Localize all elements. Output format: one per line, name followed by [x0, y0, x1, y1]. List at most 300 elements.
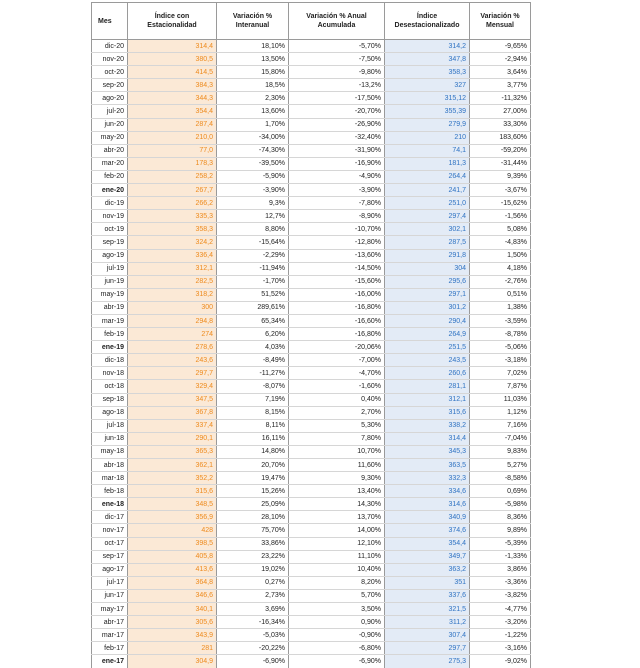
cell-mes: jul-17	[92, 576, 128, 589]
cell-desestacionalizado: 338,2	[385, 419, 470, 432]
cell-anual-acumulada: -6,90%	[289, 655, 385, 668]
cell-mes: mar-17	[92, 629, 128, 642]
table-row	[92, 157, 531, 170]
cell-estacionalidad: 428	[128, 524, 217, 537]
cell-mes: feb-20	[92, 170, 128, 183]
cell-estacionalidad: 287,4	[128, 118, 217, 131]
cell-desestacionalizado: 297,1	[385, 288, 470, 301]
cell-anual-acumulada: -32,40%	[289, 131, 385, 144]
cell-anual-acumulada: 7,80%	[289, 432, 385, 445]
cell-mes: ene-19	[92, 341, 128, 354]
cell-desestacionalizado: 314,6	[385, 498, 470, 511]
cell-desestacionalizado: 374,6	[385, 524, 470, 537]
cell-interanual: -74,30%	[217, 144, 289, 157]
cell-desestacionalizado: 355,39	[385, 105, 470, 118]
cell-desestacionalizado: 311,2	[385, 616, 470, 629]
cell-mes: nov-20	[92, 53, 128, 66]
table-row	[92, 184, 531, 197]
cell-interanual: -34,00%	[217, 131, 289, 144]
cell-mes: ene-20	[92, 184, 128, 197]
cell-estacionalidad: 282,5	[128, 275, 217, 288]
table-row	[92, 236, 531, 249]
table-row	[92, 79, 531, 92]
cell-estacionalidad: 337,4	[128, 419, 217, 432]
cell-mes: jun-18	[92, 432, 128, 445]
cell-mes: jun-20	[92, 118, 128, 131]
cell-desestacionalizado: 334,6	[385, 485, 470, 498]
cell-estacionalidad: 329,4	[128, 380, 217, 393]
cell-estacionalidad: 297,7	[128, 367, 217, 380]
cell-anual-acumulada: -7,50%	[289, 53, 385, 66]
cell-desestacionalizado: 340,9	[385, 511, 470, 524]
cell-estacionalidad: 324,2	[128, 236, 217, 249]
cell-mensual: 4,18%	[470, 262, 531, 275]
cell-estacionalidad: 290,1	[128, 432, 217, 445]
header-mensual: Variación % Mensual	[470, 3, 531, 40]
table-row	[92, 655, 531, 668]
cell-anual-acumulada: -15,60%	[289, 275, 385, 288]
cell-mensual: 5,08%	[470, 223, 531, 236]
cell-anual-acumulada: 11,10%	[289, 550, 385, 563]
cell-mensual: 1,38%	[470, 301, 531, 314]
cell-anual-acumulada: -12,80%	[289, 236, 385, 249]
header-estacionalidad: Índice con Estacionalidad	[128, 3, 217, 40]
cell-estacionalidad: 266,2	[128, 197, 217, 210]
cell-estacionalidad: 347,5	[128, 393, 217, 406]
cell-interanual: 15,80%	[217, 66, 289, 79]
cell-mes: ene-18	[92, 498, 128, 511]
cell-mes: jun-19	[92, 275, 128, 288]
cell-mes: nov-18	[92, 367, 128, 380]
cell-estacionalidad: 278,6	[128, 341, 217, 354]
cell-interanual: 2,30%	[217, 92, 289, 105]
cell-mes: feb-19	[92, 328, 128, 341]
cell-interanual: 289,61%	[217, 301, 289, 314]
table-row	[92, 419, 531, 432]
cell-desestacionalizado: 297,4	[385, 210, 470, 223]
header-desestacionalizado: Índice Desestacionalizado	[385, 3, 470, 40]
cell-anual-acumulada: -16,00%	[289, 288, 385, 301]
cell-anual-acumulada: -20,70%	[289, 105, 385, 118]
cell-anual-acumulada: 9,30%	[289, 472, 385, 485]
cell-mes: sep-19	[92, 236, 128, 249]
cell-mes: oct-18	[92, 380, 128, 393]
cell-desestacionalizado: 260,6	[385, 367, 470, 380]
cell-mes: ago-19	[92, 249, 128, 262]
cell-desestacionalizado: 354,4	[385, 537, 470, 550]
cell-mes: sep-17	[92, 550, 128, 563]
cell-mensual: 1,12%	[470, 406, 531, 419]
cell-desestacionalizado: 275,3	[385, 655, 470, 668]
cell-mensual: -5,06%	[470, 341, 531, 354]
cell-anual-acumulada: -16,80%	[289, 328, 385, 341]
cell-estacionalidad: 274	[128, 328, 217, 341]
cell-interanual: 8,80%	[217, 223, 289, 236]
cell-desestacionalizado: 210	[385, 131, 470, 144]
cell-estacionalidad: 258,2	[128, 170, 217, 183]
table-row	[92, 262, 531, 275]
cell-mes: ene-17	[92, 655, 128, 668]
cell-interanual: -11,94%	[217, 262, 289, 275]
cell-interanual: 18,5%	[217, 79, 289, 92]
table-row	[92, 576, 531, 589]
cell-mensual: -8,78%	[470, 328, 531, 341]
cell-anual-acumulada: -4,70%	[289, 367, 385, 380]
cell-interanual: -16,34%	[217, 616, 289, 629]
cell-mensual: -15,62%	[470, 197, 531, 210]
cell-estacionalidad: 281	[128, 642, 217, 655]
cell-estacionalidad: 178,3	[128, 157, 217, 170]
table-row	[92, 314, 531, 327]
cell-estacionalidad: 358,3	[128, 223, 217, 236]
cell-interanual: -15,64%	[217, 236, 289, 249]
cell-desestacionalizado: 287,5	[385, 236, 470, 249]
cell-interanual: 20,70%	[217, 459, 289, 472]
header-interanual: Variación % Interanual	[217, 3, 289, 40]
cell-mensual: -5,39%	[470, 537, 531, 550]
cell-desestacionalizado: 337,6	[385, 589, 470, 602]
cell-mensual: 0,69%	[470, 485, 531, 498]
cell-estacionalidad: 352,2	[128, 472, 217, 485]
table-row	[92, 223, 531, 236]
cell-estacionalidad: 336,4	[128, 249, 217, 262]
cell-desestacionalizado: 243,5	[385, 354, 470, 367]
table-row	[92, 393, 531, 406]
cell-desestacionalizado: 315,12	[385, 92, 470, 105]
cell-desestacionalizado: 291,8	[385, 249, 470, 262]
cell-mes: ago-20	[92, 92, 128, 105]
cell-desestacionalizado: 347,8	[385, 53, 470, 66]
table-row	[92, 197, 531, 210]
cell-interanual: 23,22%	[217, 550, 289, 563]
cell-mes: sep-20	[92, 79, 128, 92]
table-row	[92, 537, 531, 550]
cell-mensual: -4,83%	[470, 236, 531, 249]
cell-anual-acumulada: -31,90%	[289, 144, 385, 157]
cell-mensual: 27,00%	[470, 105, 531, 118]
table-row	[92, 40, 531, 53]
cell-anual-acumulada: -13,2%	[289, 79, 385, 92]
cell-mes: nov-19	[92, 210, 128, 223]
cell-estacionalidad: 380,5	[128, 53, 217, 66]
cell-mensual: -3,82%	[470, 589, 531, 602]
cell-anual-acumulada: 0,40%	[289, 393, 385, 406]
cell-anual-acumulada: -7,80%	[289, 197, 385, 210]
cell-interanual: 6,20%	[217, 328, 289, 341]
cell-mes: oct-17	[92, 537, 128, 550]
cell-desestacionalizado: 281,1	[385, 380, 470, 393]
cell-estacionalidad: 354,4	[128, 105, 217, 118]
cell-desestacionalizado: 241,7	[385, 184, 470, 197]
cell-anual-acumulada: 10,40%	[289, 563, 385, 576]
cell-estacionalidad: 243,6	[128, 354, 217, 367]
cell-estacionalidad: 344,3	[128, 92, 217, 105]
cell-interanual: 15,26%	[217, 485, 289, 498]
cell-mensual: -3,59%	[470, 314, 531, 327]
table-row	[92, 406, 531, 419]
cell-mensual: 3,64%	[470, 66, 531, 79]
cell-estacionalidad: 356,9	[128, 511, 217, 524]
cell-mensual: 9,89%	[470, 524, 531, 537]
cell-estacionalidad: 294,8	[128, 314, 217, 327]
cell-anual-acumulada: 8,20%	[289, 576, 385, 589]
table-row	[92, 249, 531, 262]
cell-interanual: 14,80%	[217, 445, 289, 458]
cell-estacionalidad: 348,5	[128, 498, 217, 511]
cell-mensual: -1,56%	[470, 210, 531, 223]
cell-estacionalidad: 362,1	[128, 459, 217, 472]
cell-estacionalidad: 318,2	[128, 288, 217, 301]
table-row	[92, 642, 531, 655]
cell-desestacionalizado: 312,1	[385, 393, 470, 406]
cell-estacionalidad: 305,6	[128, 616, 217, 629]
cell-estacionalidad: 210,0	[128, 131, 217, 144]
cell-mensual: -4,77%	[470, 603, 531, 616]
table-row	[92, 616, 531, 629]
cell-anual-acumulada: 5,70%	[289, 589, 385, 602]
cell-anual-acumulada: -3,90%	[289, 184, 385, 197]
cell-mes: nov-17	[92, 524, 128, 537]
cell-interanual: 13,60%	[217, 105, 289, 118]
cell-mes: ago-18	[92, 406, 128, 419]
table-row	[92, 92, 531, 105]
cell-desestacionalizado: 307,4	[385, 629, 470, 642]
header-row	[92, 3, 531, 40]
table-row	[92, 603, 531, 616]
table-row	[92, 445, 531, 458]
cell-interanual: -6,90%	[217, 655, 289, 668]
cell-mensual: -2,94%	[470, 53, 531, 66]
cell-interanual: -39,50%	[217, 157, 289, 170]
cell-mes: may-20	[92, 131, 128, 144]
cell-anual-acumulada: 14,00%	[289, 524, 385, 537]
cell-mes: abr-19	[92, 301, 128, 314]
cell-desestacionalizado: 345,3	[385, 445, 470, 458]
cell-estacionalidad: 414,5	[128, 66, 217, 79]
table-row	[92, 118, 531, 131]
cell-mensual: 11,03%	[470, 393, 531, 406]
cell-mensual: 3,86%	[470, 563, 531, 576]
cell-estacionalidad: 77,0	[128, 144, 217, 157]
cell-mensual: -5,98%	[470, 498, 531, 511]
cell-anual-acumulada: -6,80%	[289, 642, 385, 655]
cell-mensual: -3,36%	[470, 576, 531, 589]
cell-anual-acumulada: -16,60%	[289, 314, 385, 327]
cell-estacionalidad: 267,7	[128, 184, 217, 197]
cell-mes: may-19	[92, 288, 128, 301]
cell-desestacionalizado: 327	[385, 79, 470, 92]
cell-desestacionalizado: 314,2	[385, 40, 470, 53]
cell-interanual: 51,52%	[217, 288, 289, 301]
cell-desestacionalizado: 302,1	[385, 223, 470, 236]
cell-mensual: -3,20%	[470, 616, 531, 629]
cell-anual-acumulada: -7,00%	[289, 354, 385, 367]
cell-desestacionalizado: 251,5	[385, 341, 470, 354]
cell-mensual: -9,65%	[470, 40, 531, 53]
cell-mes: abr-17	[92, 616, 128, 629]
cell-anual-acumulada: -13,60%	[289, 249, 385, 262]
cell-desestacionalizado: 74,1	[385, 144, 470, 157]
cell-interanual: -5,90%	[217, 170, 289, 183]
cell-interanual: 3,69%	[217, 603, 289, 616]
cell-mensual: -1,33%	[470, 550, 531, 563]
table-row	[92, 210, 531, 223]
cell-mes: sep-18	[92, 393, 128, 406]
cell-desestacionalizado: 304	[385, 262, 470, 275]
cell-interanual: -2,29%	[217, 249, 289, 262]
cell-interanual: 18,10%	[217, 40, 289, 53]
cell-interanual: 65,34%	[217, 314, 289, 327]
table-row	[92, 550, 531, 563]
cell-interanual: 33,86%	[217, 537, 289, 550]
cell-interanual: -3,90%	[217, 184, 289, 197]
cell-interanual: 13,50%	[217, 53, 289, 66]
cell-interanual: -5,03%	[217, 629, 289, 642]
table-row	[92, 432, 531, 445]
cell-mes: mar-19	[92, 314, 128, 327]
cell-mensual: 7,02%	[470, 367, 531, 380]
cell-estacionalidad: 340,1	[128, 603, 217, 616]
cell-mes: dic-17	[92, 511, 128, 524]
cell-interanual: 25,09%	[217, 498, 289, 511]
cell-anual-acumulada: 3,50%	[289, 603, 385, 616]
cell-estacionalidad: 346,6	[128, 589, 217, 602]
cell-mes: jul-18	[92, 419, 128, 432]
table-row	[92, 144, 531, 157]
cell-mes: jun-17	[92, 589, 128, 602]
cell-desestacionalizado: 363,2	[385, 563, 470, 576]
cell-estacionalidad: 365,3	[128, 445, 217, 458]
cell-interanual: 28,10%	[217, 511, 289, 524]
data-table	[91, 2, 531, 668]
cell-mes: may-18	[92, 445, 128, 458]
cell-mes: oct-19	[92, 223, 128, 236]
table-row	[92, 589, 531, 602]
cell-mes: dic-18	[92, 354, 128, 367]
cell-estacionalidad: 398,5	[128, 537, 217, 550]
cell-anual-acumulada: -0,90%	[289, 629, 385, 642]
cell-anual-acumulada: 10,70%	[289, 445, 385, 458]
cell-mes: abr-18	[92, 459, 128, 472]
cell-anual-acumulada: 13,70%	[289, 511, 385, 524]
cell-interanual: -11,27%	[217, 367, 289, 380]
cell-mensual: -7,04%	[470, 432, 531, 445]
cell-mensual: 8,36%	[470, 511, 531, 524]
table-row	[92, 105, 531, 118]
table-row	[92, 53, 531, 66]
cell-anual-acumulada: -9,80%	[289, 66, 385, 79]
cell-anual-acumulada: 12,10%	[289, 537, 385, 550]
table-row	[92, 380, 531, 393]
cell-desestacionalizado: 264,4	[385, 170, 470, 183]
cell-mensual: -3,67%	[470, 184, 531, 197]
cell-desestacionalizado: 251,0	[385, 197, 470, 210]
cell-anual-acumulada: -1,60%	[289, 380, 385, 393]
cell-anual-acumulada: 13,40%	[289, 485, 385, 498]
cell-desestacionalizado: 349,7	[385, 550, 470, 563]
cell-mensual: -1,22%	[470, 629, 531, 642]
cell-interanual: -8,49%	[217, 354, 289, 367]
cell-interanual: 19,02%	[217, 563, 289, 576]
table-row	[92, 288, 531, 301]
cell-anual-acumulada: -14,50%	[289, 262, 385, 275]
cell-desestacionalizado: 351	[385, 576, 470, 589]
cell-desestacionalizado: 358,3	[385, 66, 470, 79]
cell-interanual: -1,70%	[217, 275, 289, 288]
cell-interanual: -8,07%	[217, 380, 289, 393]
cell-interanual: 75,70%	[217, 524, 289, 537]
cell-interanual: 7,19%	[217, 393, 289, 406]
cell-desestacionalizado: 314,4	[385, 432, 470, 445]
table-row	[92, 485, 531, 498]
cell-mes: feb-17	[92, 642, 128, 655]
table-row	[92, 367, 531, 380]
cell-mensual: -11,32%	[470, 92, 531, 105]
cell-estacionalidad: 413,6	[128, 563, 217, 576]
cell-anual-acumulada: 14,30%	[289, 498, 385, 511]
cell-anual-acumulada: -17,50%	[289, 92, 385, 105]
cell-desestacionalizado: 290,4	[385, 314, 470, 327]
cell-mes: abr-20	[92, 144, 128, 157]
cell-mensual: 33,30%	[470, 118, 531, 131]
cell-interanual: 19,47%	[217, 472, 289, 485]
table-row	[92, 524, 531, 537]
cell-mensual: 9,39%	[470, 170, 531, 183]
cell-estacionalidad: 367,8	[128, 406, 217, 419]
cell-mes: jul-20	[92, 105, 128, 118]
cell-mes: may-17	[92, 603, 128, 616]
table-body	[92, 40, 531, 668]
cell-anual-acumulada: -16,90%	[289, 157, 385, 170]
cell-interanual: 4,03%	[217, 341, 289, 354]
cell-interanual: 12,7%	[217, 210, 289, 223]
table-row	[92, 354, 531, 367]
cell-interanual: 2,73%	[217, 589, 289, 602]
cell-estacionalidad: 314,4	[128, 40, 217, 53]
cell-anual-acumulada: -16,80%	[289, 301, 385, 314]
cell-anual-acumulada: 2,70%	[289, 406, 385, 419]
cell-mensual: 5,27%	[470, 459, 531, 472]
cell-mes: ago-17	[92, 563, 128, 576]
cell-desestacionalizado: 363,5	[385, 459, 470, 472]
cell-desestacionalizado: 321,5	[385, 603, 470, 616]
cell-mensual: 183,60%	[470, 131, 531, 144]
cell-anual-acumulada: -5,70%	[289, 40, 385, 53]
cell-anual-acumulada: -8,90%	[289, 210, 385, 223]
table-row	[92, 563, 531, 576]
cell-estacionalidad: 304,9	[128, 655, 217, 668]
cell-desestacionalizado: 181,3	[385, 157, 470, 170]
cell-interanual: 0,27%	[217, 576, 289, 589]
cell-estacionalidad: 364,8	[128, 576, 217, 589]
cell-mes: dic-19	[92, 197, 128, 210]
cell-mensual: -8,58%	[470, 472, 531, 485]
table-row	[92, 498, 531, 511]
cell-estacionalidad: 343,9	[128, 629, 217, 642]
cell-interanual: 9,3%	[217, 197, 289, 210]
cell-interanual: 8,15%	[217, 406, 289, 419]
cell-anual-acumulada: -10,70%	[289, 223, 385, 236]
cell-mes: feb-18	[92, 485, 128, 498]
cell-estacionalidad: 315,6	[128, 485, 217, 498]
cell-anual-acumulada: -26,90%	[289, 118, 385, 131]
cell-mensual: 3,77%	[470, 79, 531, 92]
cell-anual-acumulada: -4,90%	[289, 170, 385, 183]
cell-mensual: -3,18%	[470, 354, 531, 367]
table-row	[92, 328, 531, 341]
cell-estacionalidad: 405,8	[128, 550, 217, 563]
cell-mensual: 1,50%	[470, 249, 531, 262]
